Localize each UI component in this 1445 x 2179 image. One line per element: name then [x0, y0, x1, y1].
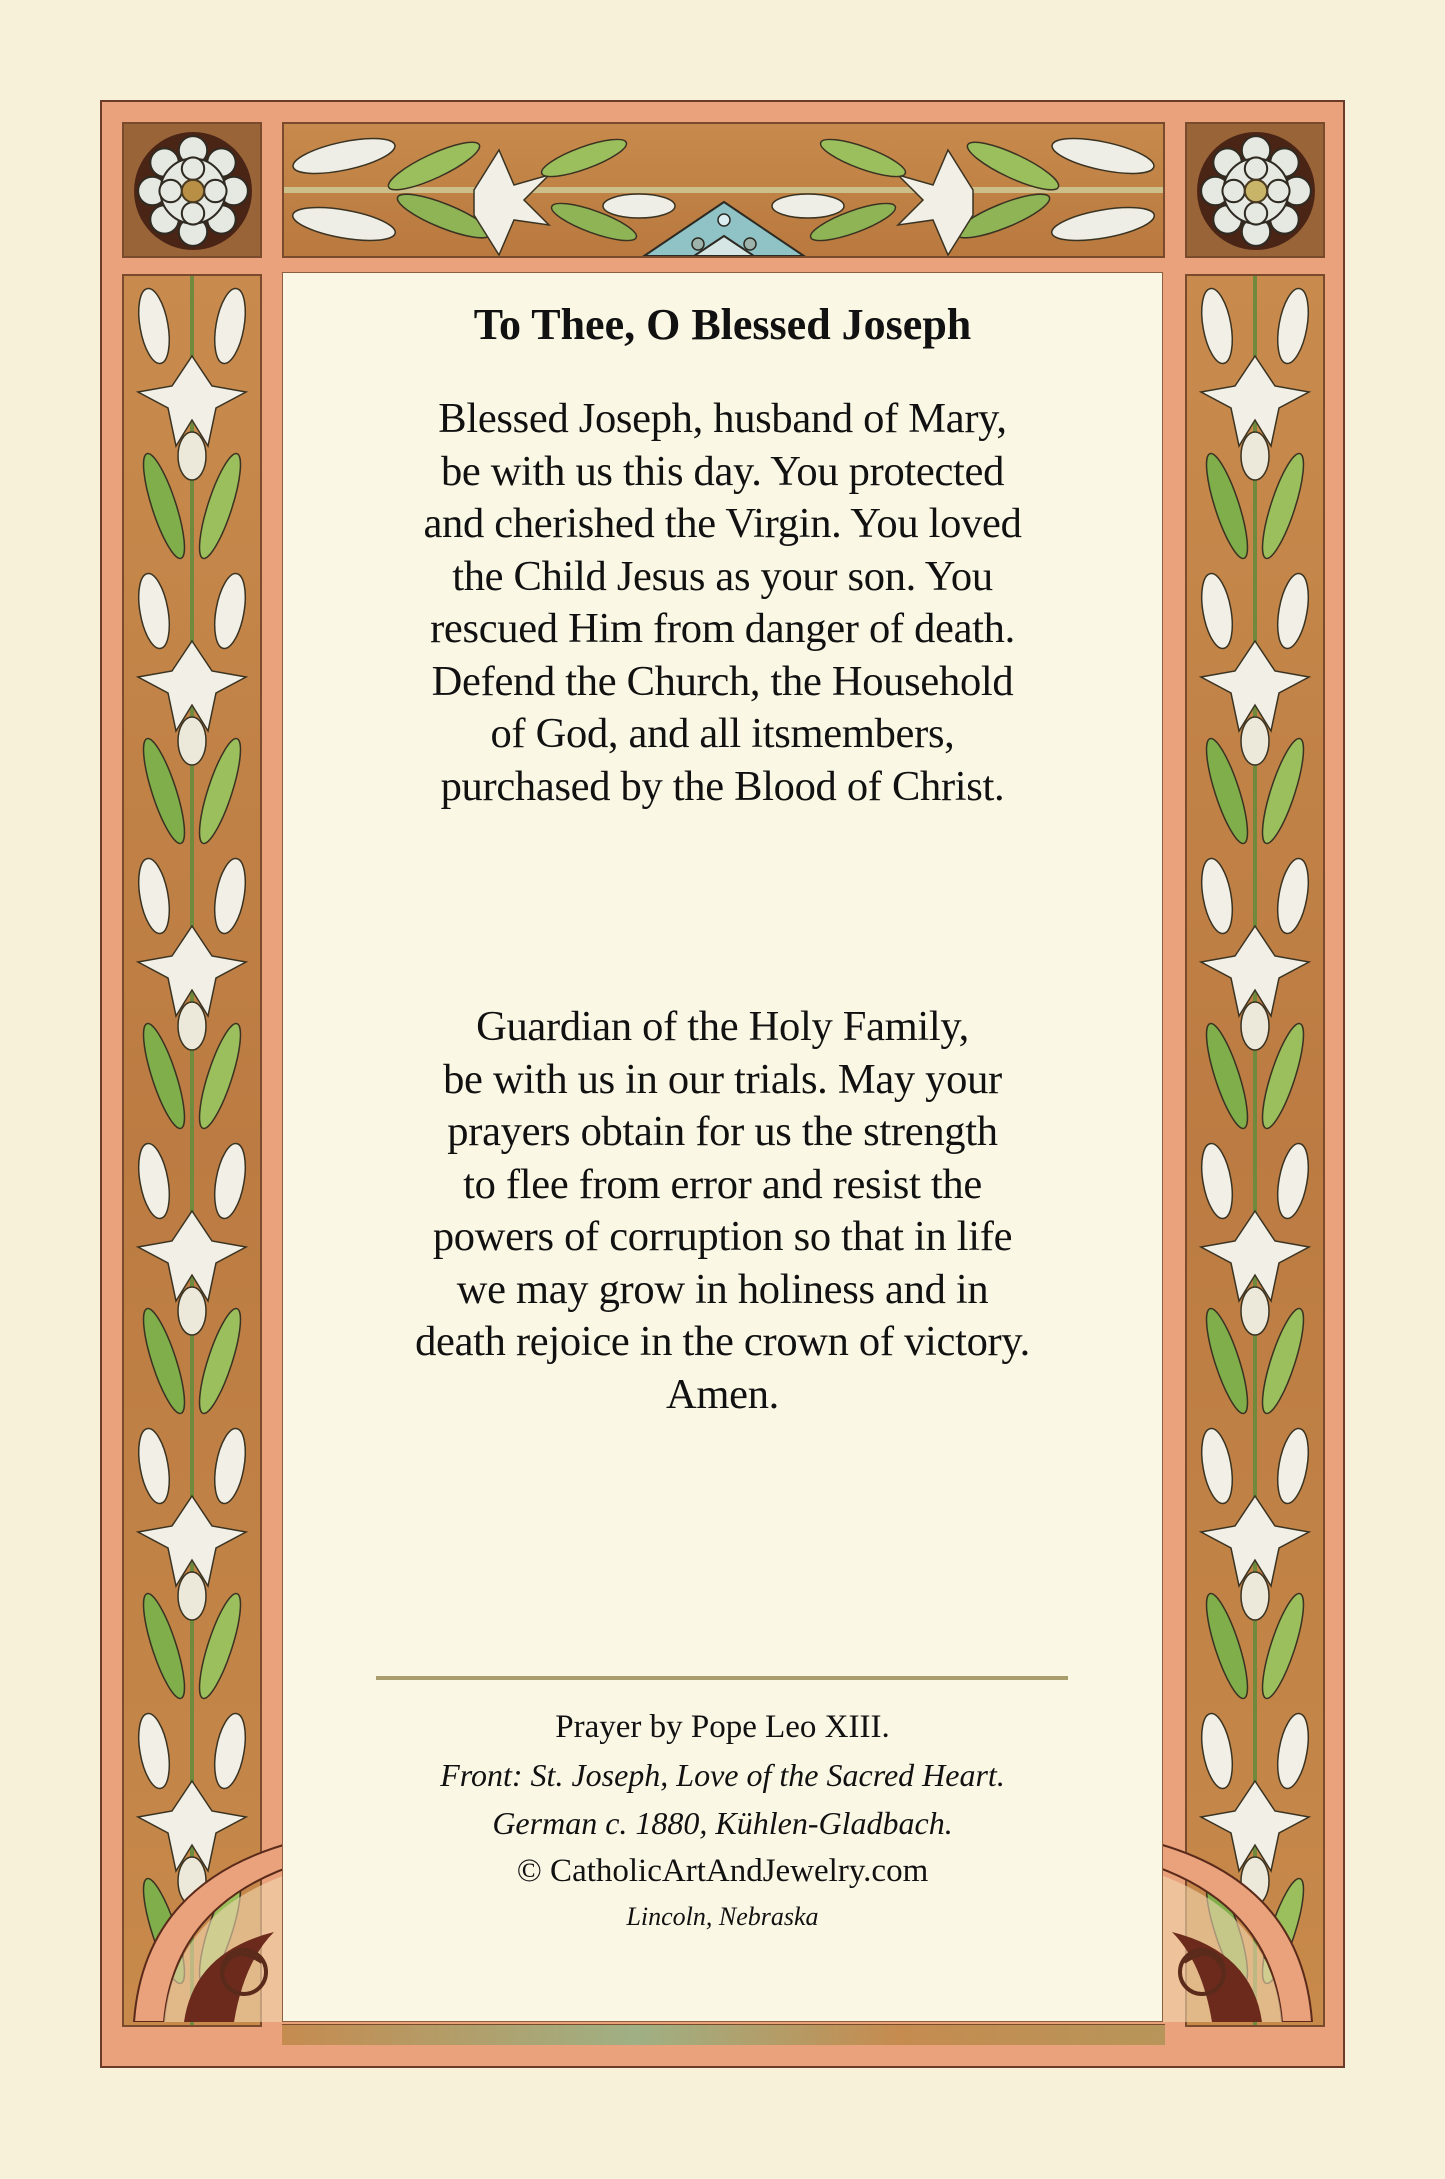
location-text: Lincoln, Nebraska: [626, 1902, 819, 1931]
prayer-line: be with us this day. You protected: [440, 447, 1005, 495]
rosette-icon: [1195, 130, 1317, 252]
front-image-caption: Front: St. Joseph, Love of the Sacred Heart.: [440, 1757, 1005, 1793]
prayer-line: rescued Him from danger of death.: [430, 605, 1015, 652]
prayer-paragraph-1: [283, 393, 1162, 813]
lily-icon: [1187, 276, 1323, 2025]
left-border-column: [122, 274, 262, 2027]
prayer-title: To Thee, O Blessed Joseph: [473, 300, 972, 349]
rosette-icon: [132, 130, 254, 252]
attribution-text: Prayer by Pope Leo XIII.: [555, 1709, 890, 1745]
copyright-text: © CatholicArtAndJewelry.com: [516, 1853, 929, 1889]
bottom-border-band: [282, 2024, 1165, 2045]
prayer-line: death rejoice in the crown of victory.: [415, 1318, 1030, 1365]
prayer-line: we may grow in holiness and in: [456, 1265, 989, 1313]
prayer-line: the Child Jesus as your son. You: [452, 552, 993, 600]
corner-tile-top-right: [1185, 122, 1325, 258]
prayer-line: and cherished the Virgin. You loved: [423, 500, 1022, 547]
corner-tile-top-left: [122, 122, 262, 258]
prayer-line: be with us in our trials. May your: [443, 1055, 1002, 1103]
lily-icon: [124, 276, 260, 2025]
prayer-line: prayers obtain for us the strength: [447, 1108, 998, 1155]
lily-garland-icon: [284, 124, 1163, 256]
prayer-line: powers of corruption so that in life: [432, 1213, 1013, 1260]
prayer-line-amen: Amen.: [666, 1370, 779, 1418]
prayer-line: Defend the Church, the Household: [431, 657, 1014, 705]
prayer-line: to flee from error and resist the: [463, 1160, 982, 1208]
prayer-line: of God, and all itsmembers,: [490, 710, 955, 757]
prayer-line: Guardian of the Holy Family,: [476, 1003, 969, 1050]
origin-text: German c. 1880, Kühlen-Gladbach.: [492, 1805, 953, 1841]
right-border-column: [1185, 274, 1325, 2027]
prayer-line: Blessed Joseph, husband of Mary,: [438, 395, 1007, 442]
credits-block: [283, 1703, 1162, 1939]
prayer-card-panel: [282, 272, 1163, 2022]
divider-line: [376, 1676, 1068, 1680]
top-border-band: [282, 122, 1165, 258]
prayer-paragraph-2: [283, 1001, 1162, 1421]
prayer-line: purchased by the Blood of Christ.: [440, 762, 1005, 810]
